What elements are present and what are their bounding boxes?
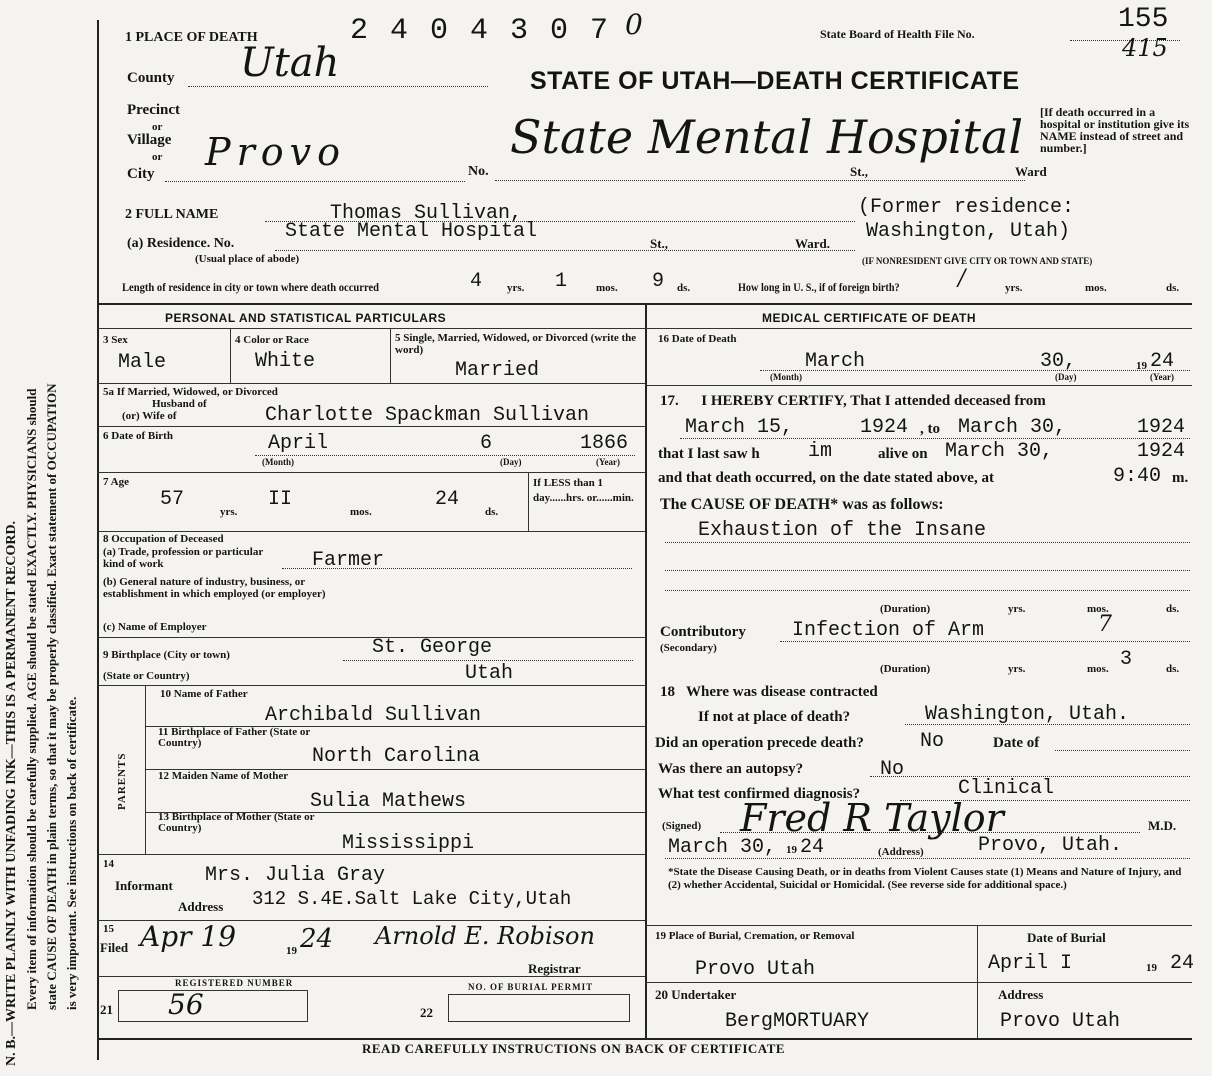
alive-date: March 30, <box>945 440 1054 463</box>
medical-heading: MEDICAL CERTIFICATE OF DEATH <box>762 311 976 325</box>
informant-address: 312 S.4E.Salt Lake City,Utah <box>252 888 572 910</box>
last-saw-him: im <box>808 440 833 463</box>
undertaker-address: Provo Utah <box>1000 1010 1121 1033</box>
city-label: City <box>127 166 155 182</box>
father-birthplace: North Carolina <box>312 745 481 768</box>
burial-permit-label: NO. OF BURIAL PERMIT <box>468 982 594 992</box>
registrar-signature: Arnold E. Robison <box>375 922 595 950</box>
age-mos: II <box>268 488 293 511</box>
parents-label: PARENTS <box>116 752 128 810</box>
divider-middle <box>645 305 647 1038</box>
burial-place: Provo Utah <box>695 958 816 981</box>
burial-date-label: Date of Burial <box>1027 930 1106 945</box>
contributory-duration-mos: 3 <box>1120 648 1133 671</box>
burial-date: April I <box>988 952 1073 975</box>
occupation-value: Farmer <box>312 549 385 572</box>
place-of-death-label: 1 PLACE OF DEATH <box>125 30 258 45</box>
length-ds: 9 <box>652 270 665 293</box>
age-label: 7 Age <box>103 476 129 488</box>
dod-month: March <box>805 350 866 373</box>
attended-from-date: March 15, <box>685 416 794 439</box>
color-label: 4 Color or Race <box>235 334 309 346</box>
contributory-label: Contributory <box>660 624 746 640</box>
city-value: Provo <box>205 130 346 174</box>
father-name: Archibald Sullivan <box>265 704 482 727</box>
informant-label: Informant <box>115 878 173 893</box>
personal-heading: PERSONAL AND STATISTICAL PARTICULARS <box>165 311 447 325</box>
attended-to-year: 1924 <box>1137 416 1186 439</box>
dob-day: 6 <box>480 432 493 455</box>
less-than-day-label: If LESS than 1 day......hrs. or......min. <box>533 477 634 504</box>
filed-date: Apr 19 <box>140 920 237 953</box>
certificate-number-hand: 0 <box>625 8 643 41</box>
full-name-value: Thomas Sullivan, <box>330 202 523 225</box>
sex-value: Male <box>118 351 167 374</box>
disease-contracted-label: 18 Where was disease contracted <box>660 684 878 700</box>
autopsy-value: No <box>880 758 905 781</box>
divider-bottom <box>97 1038 1192 1040</box>
death-time: 9:40 <box>1113 465 1162 488</box>
file-number: 155 <box>1118 4 1169 35</box>
cause-footnote: *State the Disease Causing Death, or in deaths from Violent Causes state (1) Means and Nature of Injury, and (2) whether Accidental, Suicidal or Homicidal. (See reverse side for additional space.) <box>668 866 1182 891</box>
physician-signature: Fred R Taylor <box>740 796 1004 840</box>
margin-line-3: state CAUSE OF DEATH in plain terms, so that it may be properly classified. Exact statement of OCCUPATION <box>44 383 59 1010</box>
signed-year: 24 <box>800 836 825 859</box>
county-value: Utah <box>240 40 340 86</box>
occupation-label: 8 Occupation of Deceased <box>103 533 224 545</box>
hospital-note: [If death occurred in a hospital or institution give its NAME instead of street and number.] <box>1040 105 1190 155</box>
full-name-label: 2 FULL NAME <box>125 207 219 222</box>
length-mos: 1 <box>555 270 568 293</box>
death-occurred-label: and that death occurred, on the date stated above, at <box>658 470 994 486</box>
attended-to-date: March 30, <box>958 416 1067 439</box>
undertaker-address-label: Address <box>998 987 1044 1002</box>
burial-year: 24 <box>1170 952 1195 975</box>
birthplace-label: 9 Birthplace (City or town) <box>103 649 230 661</box>
certificate-number: 2 4 0 4 3 0 7 <box>350 14 611 48</box>
cause-label: The CAUSE OF DEATH* was as follows: <box>660 496 944 513</box>
sex-label: 3 Sex <box>103 334 128 346</box>
birthplace-state: Utah <box>465 662 514 685</box>
alive-year: 1924 <box>1137 440 1186 463</box>
county-label: County <box>127 70 175 86</box>
age-yrs: 57 <box>160 488 185 511</box>
physician-address: Provo, Utah. <box>978 834 1123 857</box>
precinct-label: Precinct <box>127 102 181 118</box>
usual-abode-note: (Usual place of abode) <box>195 253 300 265</box>
registered-number-label: REGISTERED NUMBER <box>175 978 294 988</box>
file-number-label: State Board of Health File No. <box>820 27 975 41</box>
undertaker-value: BergMORTUARY <box>725 1010 870 1033</box>
mother-birthplace: Mississippi <box>342 832 475 855</box>
undertaker-label: 20 Undertaker <box>655 987 737 1002</box>
file-number-hand: 415 <box>1122 34 1168 62</box>
margin-line-1: N. B.—WRITE PLAINLY WITH UNFADING INK—THIS IS A PERMANENT RECORD. <box>4 520 19 1066</box>
certify-label: 17. I HEREBY CERTIFY, That I attended deceased from <box>660 393 1046 409</box>
autopsy-label: Was there an autopsy? <box>658 761 804 777</box>
us-residence-label: How long in U. S., if of foreign birth? <box>738 280 900 294</box>
village-label: Village <box>127 132 172 148</box>
residence-value: State Mental Hospital <box>285 220 538 243</box>
footer-instructions: READ CAREFULLY INSTRUCTIONS ON BACK OF CERTIFICATE <box>362 1041 786 1056</box>
margin-line-4: is very important. See instructions on back of certificate. <box>64 696 79 1010</box>
registrar-label: Registrar <box>528 961 581 976</box>
informant-address-label: Address <box>178 899 224 914</box>
margin-line-2: Every item of information should be carefully supplied. AGE should be stated EXACTLY. PHYSICIANS should <box>24 388 39 1010</box>
attended-from-year: 1924 <box>860 416 909 439</box>
contracted-place: Washington, Utah. <box>925 703 1130 726</box>
test-label: What test confirmed diagnosis? <box>658 786 861 802</box>
cause-value: Exhaustion of the Insane <box>698 519 987 542</box>
mother-name: Sulia Mathews <box>310 790 467 813</box>
frame-left <box>97 20 99 1060</box>
operation-value: No <box>920 730 945 753</box>
us-residence-value: / <box>958 266 966 291</box>
last-saw-label: that I last saw h <box>658 446 760 462</box>
dob-label: 6 Date of Birth <box>103 430 173 442</box>
operation-label: Did an operation precede death? <box>655 735 864 751</box>
spouse-value: Charlotte Spackman Sullivan <box>265 404 590 427</box>
dod-day: 30, <box>1040 350 1077 373</box>
nonresident-note: (IF NONRESIDENT GIVE CITY OR TOWN AND STATE) <box>862 256 1093 266</box>
burial-place-label: 19 Place of Burial, Cremation, or Removal <box>655 930 855 942</box>
informant-value: Mrs. Julia Gray <box>205 864 386 887</box>
dob-month: April <box>268 432 329 455</box>
institution-no-label: No. <box>468 164 489 179</box>
filed-label: Filed <box>100 940 129 955</box>
marital-label: 5 Single, Married, Widowed, or Divorced (write the word) <box>395 332 637 356</box>
length-yrs: 4 <box>470 270 483 293</box>
former-residence-label: (Former residence: <box>858 196 1075 219</box>
marital-value: Married <box>455 359 540 382</box>
residence-label: (a) Residence. No. <box>127 236 235 251</box>
contributory-value: Infection of Arm <box>792 619 985 642</box>
birthplace-city: St. George <box>372 636 493 659</box>
document-title: STATE OF UTAH—DEATH CERTIFICATE <box>530 67 1020 95</box>
test-value: Clinical <box>958 777 1055 800</box>
institution-value: State Mental Hospital <box>510 110 1024 164</box>
dob-year: 1866 <box>580 432 629 455</box>
age-ds: 24 <box>435 488 460 511</box>
registered-number: 56 <box>168 988 204 1021</box>
dod-year: 24 <box>1150 350 1175 373</box>
contributory-note: 7 <box>1098 612 1112 637</box>
filed-year: 24 <box>300 924 334 954</box>
signed-date: March 30, <box>668 836 777 859</box>
color-value: White <box>255 350 316 373</box>
dod-label: 16 Date of Death <box>658 333 737 345</box>
former-residence-value: Washington, Utah) <box>866 220 1071 243</box>
length-of-residence-label: Length of residence in city or town where death occurred <box>122 280 380 294</box>
